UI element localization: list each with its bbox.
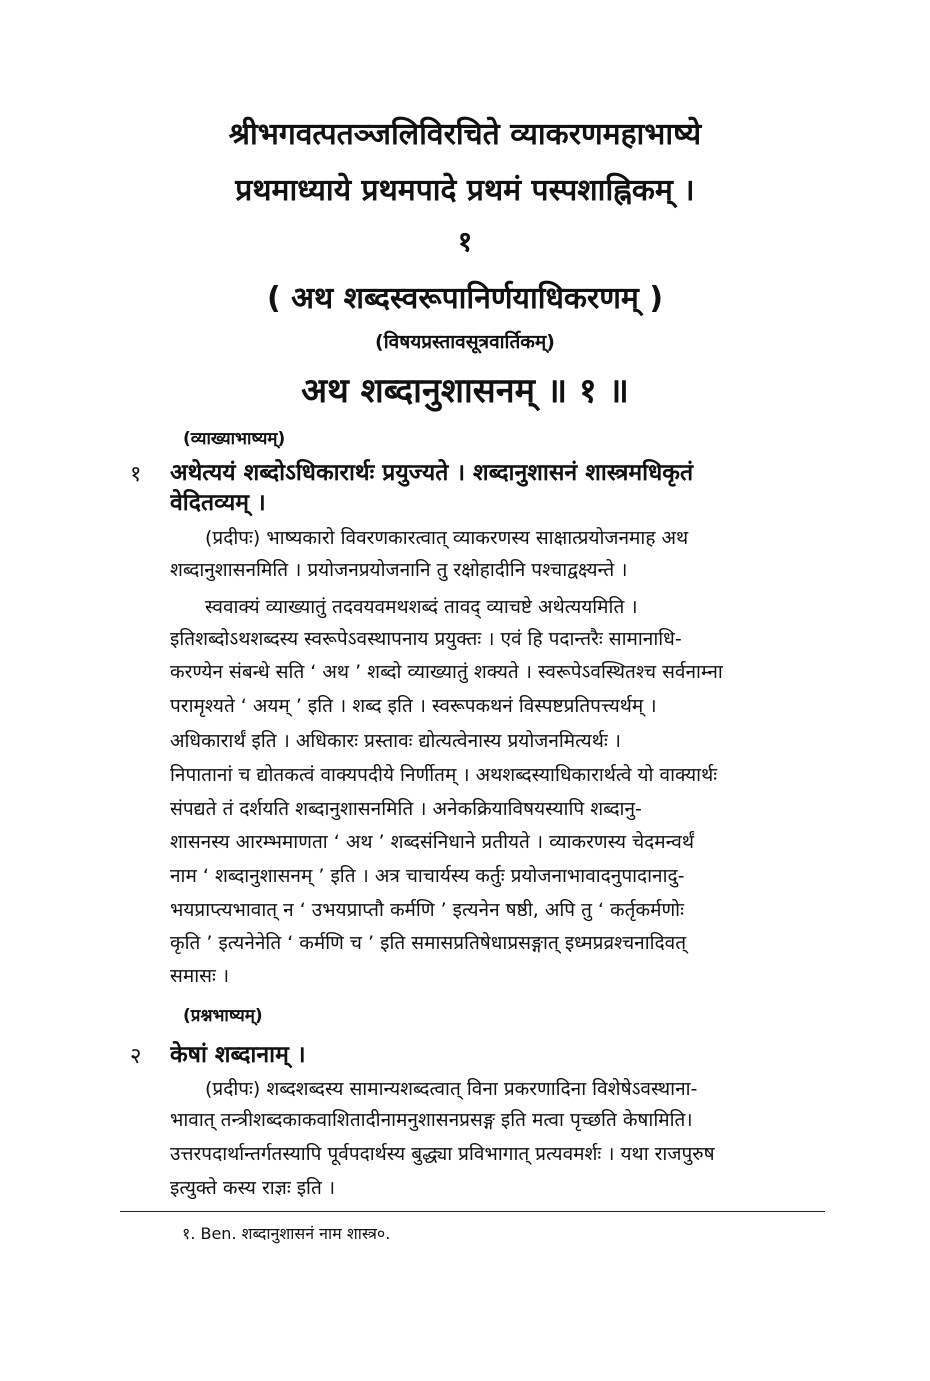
footnote: १. Ben. शब्दानुशासनं नाम शास्त्र०. — [182, 1224, 391, 1243]
pradipa-line: कृति ’ इत्यनेनेति ‘ कर्मणि च ’ इति समासप्रतिषेधाप्रसङ्गात् इध्मप्रव्रश्चनादिवत् — [170, 932, 687, 954]
pradipa-line: (प्रदीपः) भाष्यकारो विवरणकारत्वात् व्याकरणस्य साक्षात्प्रयोजनमाह अथ — [205, 527, 689, 549]
footnote-divider — [120, 1211, 825, 1212]
pradipa-line: इतिशब्दोऽथशब्दस्य स्वरूपेऽवस्थापनाय प्रयुक्तः । एवं हि पदान्तरैः सामानाधि- — [170, 628, 682, 650]
pradipa-line: नाम ‘ शब्दानुशासनम् ’ इति । अत्र चाचार्यस्य कर्तुः प्रयोजनाभावादनुपादानादु- — [170, 865, 685, 887]
pradipa-line: उत्तरपदार्थान्तर्गतस्यापि पूर्वपदार्थस्य बुद्ध्या प्रविभागात् प्रत्यवमर्शः । यथा राजपुरुष — [170, 1143, 715, 1165]
bhashya-line: अथेत्ययं शब्दोऽधिकारार्थः प्रयुज्यते । शब्दानुशासनं शास्त्रमधिकृतं — [170, 460, 694, 486]
pradipa-line: भावात् तन्त्रीशब्दकाकवाशितादीनामनुशासनप्रसङ्ग इति मत्वा पृच्छति केषामिति। — [170, 1109, 693, 1131]
pradipa-line: स्ववाक्यं व्याख्यातुं तदवयवमथशब्दं तावद् व्याचष्टे अथेत्ययमिति । — [205, 596, 638, 618]
vartika-label: (विषयप्रस्तावसूत्रवार्तिकम्) — [375, 331, 555, 353]
section-number: १ — [457, 225, 473, 258]
page-heading-line2: प्रथमाध्याये प्रथमपादे प्रथमं पस्पशाह्निकम् । — [235, 173, 695, 208]
pradipa-line: शब्दानुशासनमिति । प्रयोजनप्रयोजनानि तु रक्षोहादीनि पश्चाद्वक्ष्यन्ते । — [170, 559, 628, 581]
paragraph-number-2: २ — [130, 1044, 142, 1069]
pradipa-line: निपातानां च द्योतकत्वं वाक्यपदीये निर्णीतम् । अथशब्दस्याधिकारार्थत्वे यो वाक्यार्थः — [170, 764, 718, 786]
sutra-title: अथ शब्दानुशासनम् ॥ १ ॥ — [301, 371, 629, 411]
bhashya-line: केषां शब्दानाम् । — [170, 1042, 306, 1068]
vyakhya-bhashya-label: (व्याख्याभाष्यम्) — [183, 429, 286, 449]
pradipa-line: संपद्यते तं दर्शयति शब्दानुशासनमिति । अनेकक्रियाविषयस्यापि शब्दानु- — [170, 798, 642, 820]
paragraph-number-1: १ — [130, 462, 142, 487]
bhashya-line: वेदितव्यम् । — [170, 490, 266, 516]
pradipa-line: अधिकारार्थं इति । अधिकारः प्रस्तावः द्योत्यत्वेनास्य प्रयोजनमित्यर्थः । — [170, 730, 621, 752]
pradipa-line: शासनस्य आरम्भमाणता ‘ अथ ’ शब्दसंनिधाने प्रतीयते । व्याकरणस्य चेदमन्वर्थं — [170, 831, 695, 853]
pradipa-line: इत्युक्ते कस्य राज्ञः इति । — [170, 1177, 336, 1199]
pradipa-line: भयप्राप्त्यभावात् न ‘ उभयप्राप्तौ कर्मणि ’ इत्यनेन षष्ठी, अपि तु ‘ कर्तृकर्मणोः — [170, 899, 684, 921]
pradipa-line: (प्रदीपः) शब्दशब्दस्य सामान्यशब्दत्वात् विना प्रकरणादिना विशेषेऽवस्थाना- — [205, 1078, 698, 1100]
page-heading-line1: श्रीभगवत्पतञ्जलिविरचिते व्याकरणमहाभाष्ये — [228, 117, 702, 152]
prashna-bhashya-label: (प्रश्नभाष्यम्) — [183, 1006, 263, 1026]
pradipa-line: परामृश्यते ‘ अयम् ’ इति । शब्द इति । स्वरूपकथनं विस्पष्टप्रतिपत्त्यर्थम् । — [170, 695, 657, 717]
pradipa-line: समासः । — [170, 965, 230, 987]
pradipa-line: करण्येन संबन्धे सति ‘ अथ ’ शब्दो व्याख्यातुं शक्यते । स्वरूपेऽवस्थितश्च सर्वनाम्ना — [170, 661, 723, 683]
adhikarana-title: ( अथ शब्दस्वरूपानिर्णयाधिकरणम् ) — [266, 281, 664, 316]
